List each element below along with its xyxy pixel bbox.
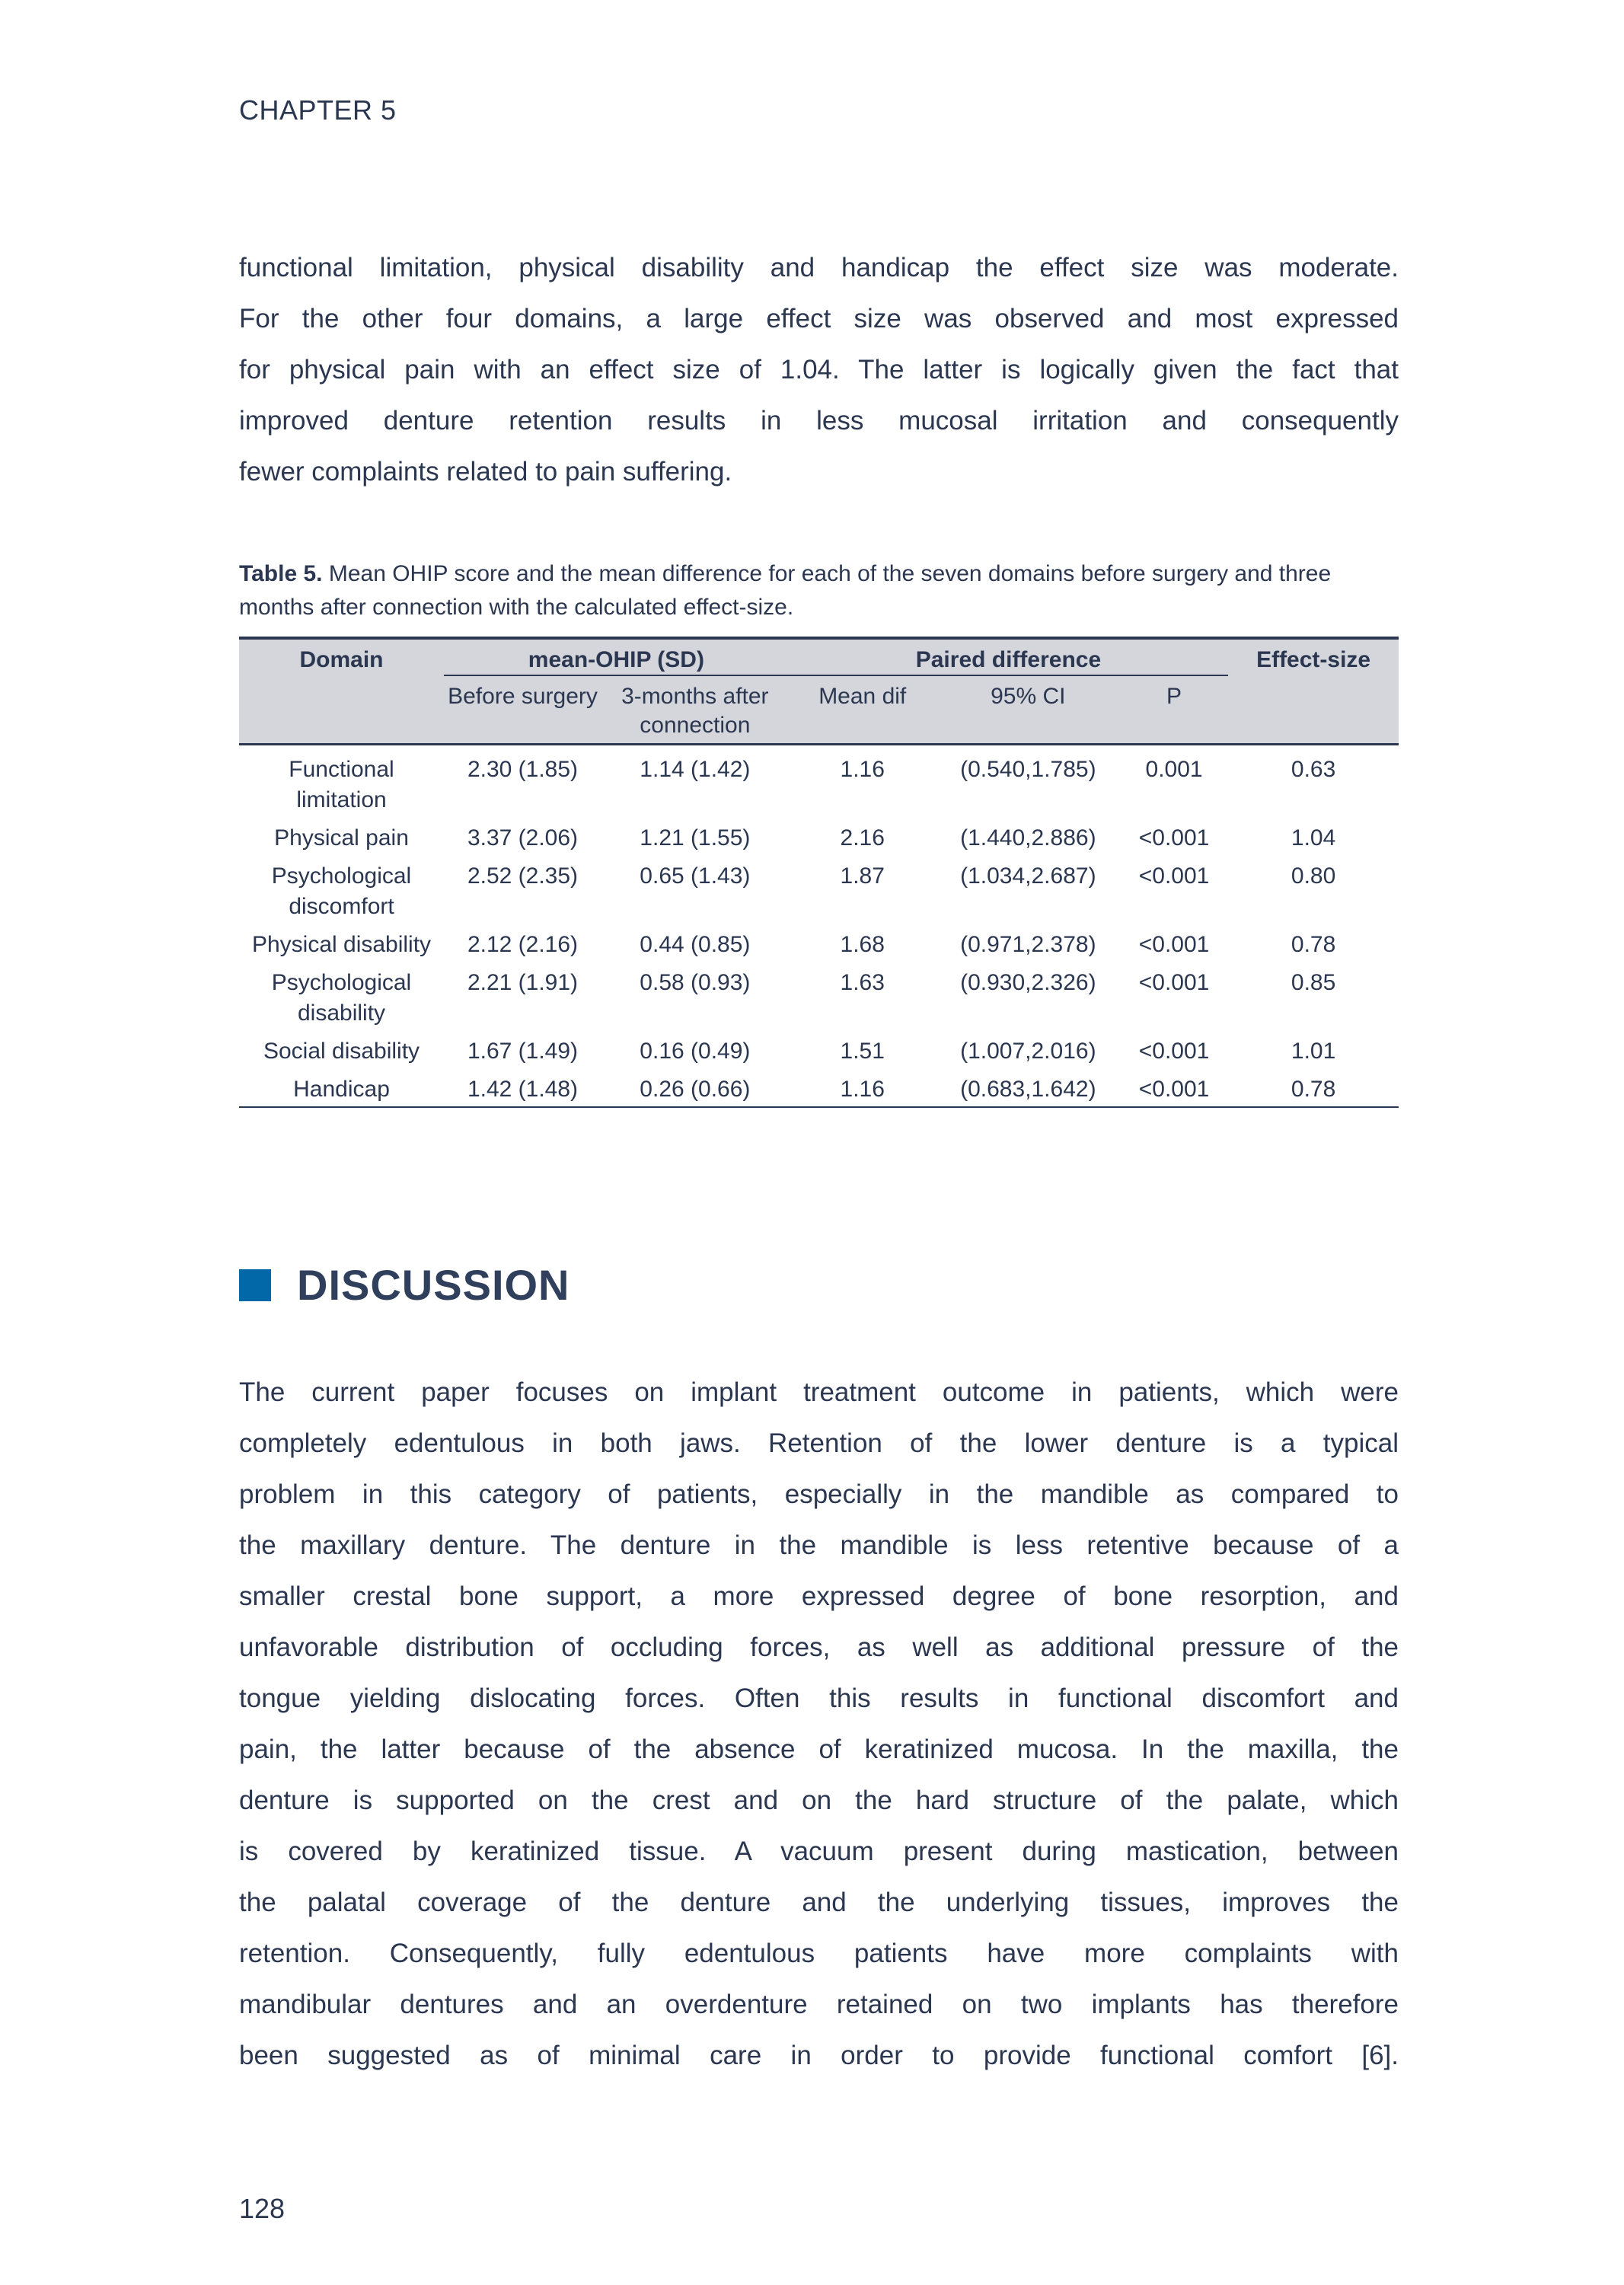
cell-before-surgery: 2.30 (1.85): [467, 757, 579, 782]
table-row: [239, 922, 1399, 960]
text-line: for physical pain with an effect size of 1.04. The latter is logically given the fact that: [239, 355, 1399, 385]
cell-ci: (1.034,2.687): [960, 863, 1096, 889]
cell-effect-size: 0.78: [1228, 1067, 1399, 1107]
cell-domain: Psychological discomfort: [271, 863, 412, 919]
cell-ci: (0.930,2.326): [960, 970, 1096, 995]
cell-p-value: <0.001: [1138, 863, 1210, 889]
table-caption-label: Table 5.: [239, 561, 323, 586]
chapter-header: CHAPTER 5: [239, 94, 397, 126]
table-caption: [239, 557, 1399, 624]
cell-p-value: <0.001: [1138, 1039, 1210, 1064]
text-line: fewer complaints related to pain suffering.: [239, 457, 732, 487]
cell-mean-dif: 1.63: [840, 970, 885, 995]
header-p: P: [1120, 675, 1228, 745]
cell-mean-dif: 1.16: [840, 757, 885, 782]
cell-before-surgery: 2.12 (2.16): [467, 932, 579, 957]
text-line: problem in this category of patients, especially in the mandible as compared to: [239, 1479, 1399, 1509]
cell-after-connection: 1.14 (1.42): [640, 757, 751, 782]
cell-after-connection: 0.58 (0.93): [640, 970, 751, 995]
cell-ci: (0.683,1.642): [936, 1067, 1120, 1107]
text-line: pain, the latter because of the absence of keratinized mucosa. In the maxilla, the: [239, 1734, 1399, 1764]
cell-p-value: <0.001: [1138, 825, 1210, 850]
cell-domain: Physical disability: [251, 932, 432, 957]
cell-p-value: <0.001: [1120, 1067, 1228, 1107]
cell-effect-size: 0.85: [1291, 970, 1336, 995]
section-square-icon: [239, 1269, 271, 1301]
cell-before-surgery: 3.37 (2.06): [467, 825, 579, 850]
section-title: DISCUSSION: [297, 1261, 570, 1309]
text-line: denture is supported on the crest and on the hard structure of the palate, which: [239, 1786, 1399, 1815]
table-row: [239, 1067, 1399, 1107]
text-line: the palatal coverage of the denture and the underlying tissues, improves the: [239, 1888, 1399, 1917]
header-effect-size: Effect-size: [1228, 638, 1399, 675]
cell-domain: Psychological disability: [271, 970, 412, 1026]
table-row: [239, 815, 1399, 854]
header-after-connection: 3-months after connection: [601, 675, 789, 745]
cell-effect-size: 0.78: [1291, 932, 1336, 957]
intro-paragraph: [239, 242, 1399, 497]
table-row: [239, 745, 1399, 816]
table-row: [239, 1029, 1399, 1067]
ohip-table: [239, 637, 1399, 1108]
cell-mean-dif: 1.87: [840, 863, 885, 889]
cell-p-value: 0.001: [1145, 757, 1203, 782]
cell-before-surgery: 1.42 (1.48): [444, 1067, 601, 1107]
cell-effect-size: 0.80: [1291, 863, 1336, 889]
cell-mean-dif: 2.16: [840, 825, 885, 850]
cell-after-connection: 0.16 (0.49): [640, 1039, 751, 1064]
cell-mean-dif: 1.16: [789, 1067, 936, 1107]
header-paired-difference: Paired difference: [789, 638, 1228, 675]
cell-ci: (0.971,2.378): [960, 932, 1096, 957]
header-mean-dif: Mean dif: [789, 675, 936, 745]
cell-ci: (1.440,2.886): [960, 825, 1096, 850]
cell-effect-size: 1.01: [1291, 1039, 1336, 1064]
cell-mean-dif: 1.51: [840, 1039, 885, 1064]
page-number: 128: [239, 2193, 286, 2224]
cell-after-connection: 0.65 (1.43): [640, 863, 751, 889]
text-line: The current paper focuses on implant treatment outcome in patients, which were: [239, 1377, 1399, 1407]
table-caption-text: Mean OHIP score and the mean difference for each of the seven domains before surgery and three months after connection with the calculated effect-size.: [239, 561, 1332, 620]
cell-domain: Social disability: [263, 1039, 420, 1064]
section-heading: [239, 1260, 570, 1310]
cell-before-surgery: 2.21 (1.91): [467, 970, 579, 995]
cell-after-connection: 1.21 (1.55): [640, 825, 751, 850]
header-mean-ohip: mean-OHIP (SD): [444, 638, 789, 675]
text-line: completely edentulous in both jaws. Retention of the lower denture is a typical: [239, 1428, 1399, 1458]
text-line: For the other four domains, a large effect size was observed and most expressed: [239, 304, 1399, 333]
cell-before-surgery: 1.67 (1.49): [467, 1039, 579, 1064]
text-line: improved denture retention results in less mucosal irritation and consequently: [239, 406, 1399, 436]
text-line: the maxillary denture. The denture in the mandible is less retentive because of a: [239, 1530, 1399, 1560]
header-before-surgery: Before surgery: [444, 675, 601, 745]
cell-after-connection: 0.26 (0.66): [601, 1067, 789, 1107]
cell-p-value: <0.001: [1138, 932, 1210, 957]
text-line: functional limitation, physical disability and handicap the effect size was moderate.: [239, 253, 1399, 282]
text-line: mandibular dentures and an overdenture retained on two implants has therefore: [239, 1990, 1399, 2019]
text-line: retention. Consequently, fully edentulous patients have more complaints with: [239, 1939, 1399, 1968]
table-row: [239, 960, 1399, 1029]
cell-ci: (1.007,2.016): [960, 1039, 1096, 1064]
cell-domain: Functional limitation: [289, 757, 394, 812]
cell-before-surgery: 2.52 (2.35): [467, 863, 579, 889]
cell-ci: (0.540,1.785): [960, 757, 1096, 782]
text-line: tongue yielding dislocating forces. Often this results in functional discomfort and: [239, 1683, 1399, 1713]
cell-effect-size: 1.04: [1291, 825, 1336, 850]
header-ci: 95% CI: [936, 675, 1120, 745]
cell-after-connection: 0.44 (0.85): [640, 932, 751, 957]
cell-p-value: <0.001: [1138, 970, 1210, 995]
cell-effect-size: 0.63: [1291, 757, 1336, 782]
cell-domain: Physical pain: [274, 825, 409, 850]
text-line: been suggested as of minimal care in order to provide functional comfort [6].: [239, 2041, 1399, 2070]
table-row: [239, 854, 1399, 922]
text-line: smaller crestal bone support, a more expressed degree of bone resorption, and: [239, 1581, 1399, 1611]
cell-mean-dif: 1.68: [840, 932, 885, 957]
text-line: unfavorable distribution of occluding forces, as well as additional pressure of the: [239, 1632, 1399, 1662]
text-line: is covered by keratinized tissue. A vacuum present during mastication, between: [239, 1837, 1399, 1866]
cell-domain: Handicap: [239, 1067, 444, 1107]
header-domain: Domain: [239, 638, 444, 675]
discussion-paragraph: [239, 1367, 1399, 2081]
